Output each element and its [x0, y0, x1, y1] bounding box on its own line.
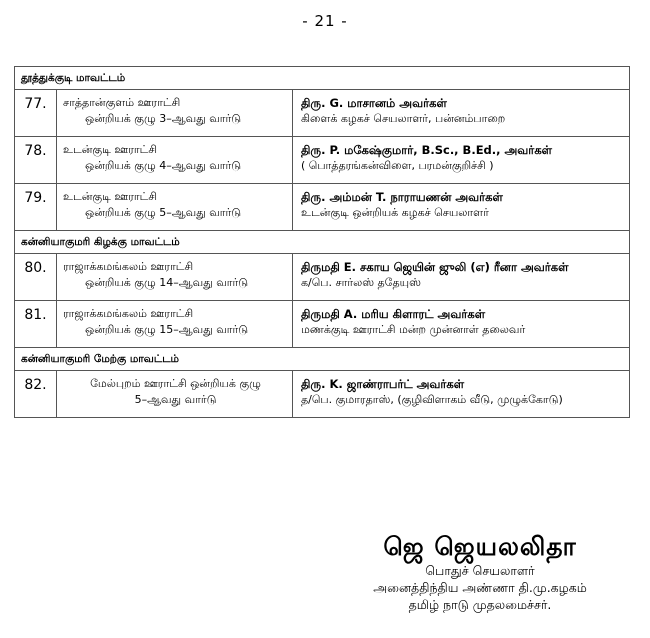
district-header [15, 348, 630, 371]
candidate-name: திருமதி A. மரிய கிளாரட் அவர்கள் [301, 307, 486, 321]
ward-number: ஒன்றியக் குழு 3–ஆவது வார்டு [85, 112, 242, 125]
district-name: கன்னியாகுமரி கிழக்கு மாவட்டம் [15, 231, 630, 254]
district-name: தூத்துக்குடி மாவட்டம் [15, 67, 630, 90]
candidate-table [14, 66, 630, 418]
ward-cell [57, 254, 293, 301]
candidate-role: உடன்குடி ஒன்றியக் கழகச் செயலாளர் [301, 206, 489, 219]
candidate-name: திரு. K. ஜாண்ராபர்ட் அவர்கள் [301, 377, 465, 391]
ward-cell [57, 371, 293, 418]
serial-number: 78. [15, 137, 57, 184]
table-row [15, 254, 630, 301]
ward-cell [57, 90, 293, 137]
candidate-role: மணக்குடி ஊராட்சி மன்ற முன்னாள் தலைவர் [301, 323, 526, 336]
ward-name: மேல்புறம் ஊராட்சி ஒன்றியக் குழு [90, 377, 261, 390]
candidate-cell [293, 137, 630, 184]
district-header [15, 67, 630, 90]
district-name: கன்னியாகுமரி மேற்கு மாவட்டம் [15, 348, 630, 371]
ward-number: ஒன்றியக் குழு 15–ஆவது வார்டு [85, 323, 249, 336]
serial-number: 77. [15, 90, 57, 137]
candidate-name: திரு. P. மகேஷ்குமார், B.Sc., B.Ed., அவர்கள் [301, 143, 553, 157]
ward-name: சாத்தான்குளம் ஊராட்சி [63, 96, 181, 109]
candidate-cell [293, 254, 630, 301]
candidate-cell [293, 301, 630, 348]
ward-cell [57, 184, 293, 231]
ward-number: ஒன்றியக் குழு 14–ஆவது வார்டு [85, 276, 249, 289]
candidate-name: திரு. அம்மன் T. நாராயணன் அவர்கள் [301, 190, 503, 204]
signature-block [330, 532, 630, 613]
serial-number: 82. [15, 371, 57, 418]
party-name: அனைத்திந்திய அண்ணா தி.மு.கழகம் [373, 580, 587, 595]
table-row [15, 90, 630, 137]
candidate-cell [293, 371, 630, 418]
ward-number: ஒன்றியக் குழு 4–ஆவது வார்டு [85, 159, 242, 172]
serial-number: 81. [15, 301, 57, 348]
ward-cell [57, 137, 293, 184]
candidate-name: திருமதி E. சகாய ஜெயின் ஜுலி (எ) ரீனா அவர்கள் [301, 260, 569, 274]
candidate-cell [293, 90, 630, 137]
table-row [15, 301, 630, 348]
candidate-role: த/பெ. குமாரதாஸ், (குழிவிளாகம் வீடு, முழுக்கோடு) [301, 393, 563, 406]
serial-number: 79. [15, 184, 57, 231]
ward-name: உடன்குடி ஊராட்சி [63, 143, 158, 156]
candidate-cell [293, 184, 630, 231]
page-number: - 21 - [302, 12, 348, 30]
district-header [15, 231, 630, 254]
candidate-name: திரு. G. மாசானம் அவர்கள் [301, 96, 447, 110]
ward-number: ஒன்றியக் குழு 5–ஆவது வார்டு [85, 206, 242, 219]
candidate-role: க/பெ. சார்லஸ் ததேயுஸ் [301, 276, 421, 289]
candidate-role: ( பொத்தரங்கன்விளை, பரமன்குறிச்சி ) [301, 159, 494, 172]
ward-cell [57, 301, 293, 348]
serial-number: 80. [15, 254, 57, 301]
table-row [15, 371, 630, 418]
signatory-office: தமிழ் நாடு முதலமைச்சர். [408, 597, 552, 612]
table-row [15, 184, 630, 231]
ward-number: 5–ஆவது வார்டு [134, 393, 217, 406]
signatory-title: பொதுச் செயலாளர் [425, 563, 535, 578]
ward-name: ராஜாக்கமங்கலம் ஊராட்சி [63, 260, 194, 273]
table-row [15, 137, 630, 184]
signatory-name: ஜெ ஜெயலலிதா [383, 532, 577, 561]
ward-name: ராஜாக்கமங்கலம் ஊராட்சி [63, 307, 194, 320]
candidate-role: கிளைக் கழகச் செயலாளர், பன்னம்பாறை [301, 112, 506, 125]
ward-name: உடன்குடி ஊராட்சி [63, 190, 158, 203]
